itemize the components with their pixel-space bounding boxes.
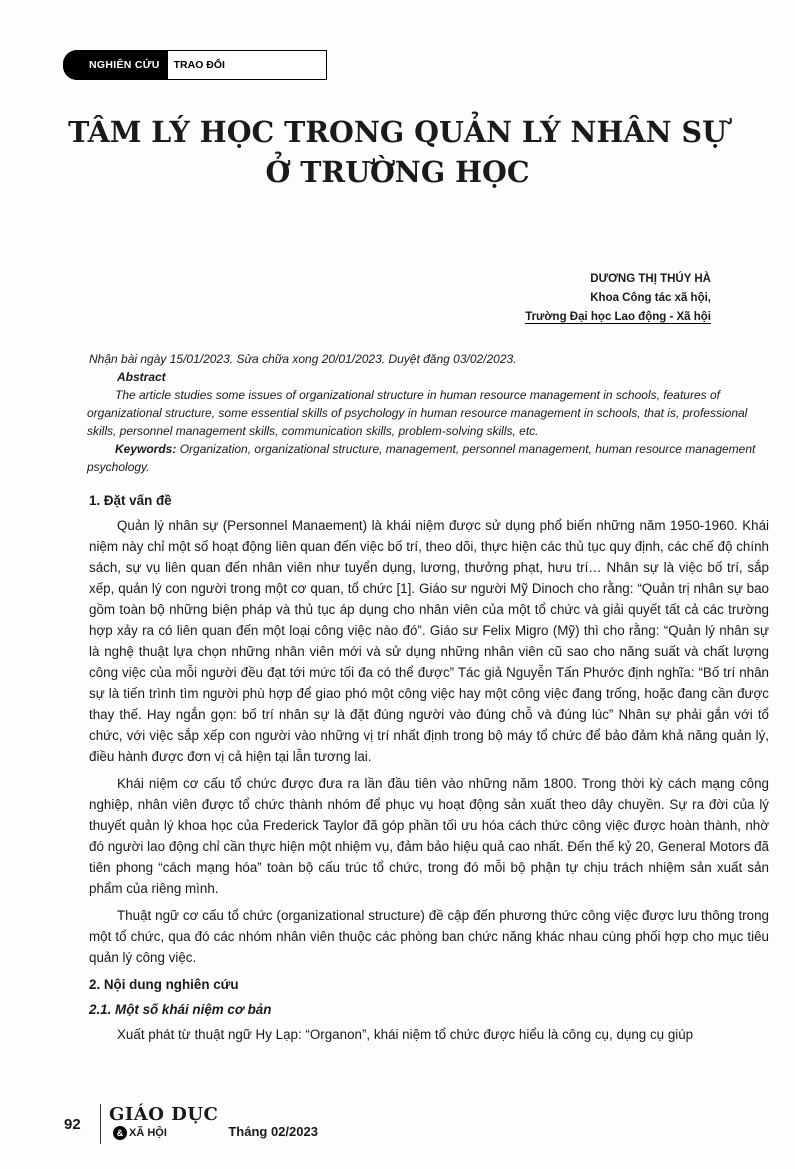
paragraph: Thuật ngữ cơ cấu tổ chức (organizational structure) đề cập đến phương thức công việc được lưu thông trong một tổ chức, qua đó các nhóm nhân viên thuộc các phòng ban chức năng khác nhau cùng phối hợp cho mục tiêu quản lý công việc. [89,908,769,965]
abstract-block [89,350,769,476]
journal-logo [109,1106,218,1142]
title-line-1: TÂM LÝ HỌC TRONG QUẢN LÝ NHÂN SỰ [68,115,727,149]
author-affiliation-2: Trường Đại học Lao động - Xã hội [525,311,711,323]
article-title [60,112,735,192]
received-dates: Nhận bài ngày 15/01/2023. Sửa chữa xong 20/01/2023. Duyệt đăng 03/02/2023. [89,352,517,366]
heading-section-1: 1. Đặt vấn đề [89,493,172,508]
heading-section-2-1: 2.1. Một số khái niệm cơ bản [89,1002,272,1017]
page-footer [64,1104,318,1144]
paragraph: Xuất phát từ thuật ngữ Hy Lạp: “Organon”, khái niệm tổ chức được hiểu là công cụ, dụng cụ giúp [117,1027,694,1042]
journal-name-line-2 [113,1124,218,1142]
paragraph: Quản lý nhân sự (Personnel Manaement) là khái niệm được sử dụng phổ biến những năm 1950-1960. Khái niệm này chỉ một số hoạt động liên quan đến việc bố trí, theo dõi, thực hiện các thủ tục quy định, các chế độ chính sách, sự vụ liên quan đến nhân viên như tuyển dụng, lương, thưởng phạt, hưu trí… Nhân sự là việc bố trí, sắp xếp, quản lý con người trong một cơ quan, tổ chức [1]. Giáo sư người Mỹ Dinoch cho rằng: “Quản trị nhân sự bao gồm toàn bộ những biện pháp và thủ tục áp dụng cho nhân viên của một tổ chức và giải quyết tất cả các trường hợp xảy ra có liên quan đến một loại công việc nào đó”. Giáo sư Felix Migro (Mỹ) thì cho rằng: “Quản lý nhân sự là nghệ thuật lựa chọn những nhân viên mới và sử dụng những nhân viên cũ sao cho năng suất và chất lượng công việc của mỗi người đều đạt tới mức tối đa có thể được” Tác giả Nguyễn Tấn Phước định nghĩa: “Bố trí nhân sự là tiến trình tìm người phù hợp để giao phó một công việc hay một công việc đang trống, hoặc đang cần được thay thế. Hay ngắn gọn: bố trí nhân sự là đặt đúng người vào đúng chỗ và đúng lúc” Nhân sự phải gắn với tổ chức, với việc sắp xếp con người vào những vị trí nhất định trong bộ máy tổ chức để bảo đảm khả năng quản lý, điều hành được đơn vị cả hiện tại lẫn tương lai. [89,518,769,764]
author-block [525,270,711,327]
page-number: 92 [64,1115,81,1133]
header-section-label: NGHIÊN CỨU [63,50,168,80]
abstract-title: Abstract [117,370,166,384]
title-line-2: Ở TRƯỜNG HỌC [265,155,530,189]
author-name: DƯƠNG THỊ THÚY HÀ [590,273,711,285]
journal-name-line-2-text: XÃ HỘI [129,1127,167,1139]
journal-name-line-1: GIÁO DỤC [109,1104,219,1125]
header-subsection-label: TRAO ĐỔI [168,50,327,80]
issue-date: Tháng 02/2023 [228,1123,318,1139]
section-header [63,50,327,80]
abstract-body: The article studies some issues of organizational structure in human resource management in schools, features of organizational structure, some essential skills of psychology in human resource management in schools, that is, professional skills, personnel management skills, communication skills, problem-solving skills, etc. [87,388,748,438]
ampersand-icon: & [113,1126,127,1140]
abstract-text [87,386,769,440]
heading-section-2: 2. Nội dung nghiên cứu [89,977,239,992]
keywords [87,440,769,476]
article-body [89,490,769,1051]
footer-divider [100,1104,101,1144]
keywords-text: Organization, organizational structure, management, personnel management, human resource management psychology. [87,442,756,474]
author-affiliation-1: Khoa Công tác xã hội, [590,292,711,304]
paragraph: Khái niệm cơ cấu tổ chức được đưa ra lần đầu tiên vào những năm 1800. Trong thời kỳ cách mạng công nghiệp, nhân viên được tổ chức thành nhóm để phục vụ hoạt động sản xuất theo dây chuyền. Sự ra đời của lý thuyết quản lý khoa học của Frederick Taylor đã góp phần tối ưu hóa cách thức công việc được hoàn thành, nhờ đó người lao động chỉ cần thực hiện một nhiệm vụ, đảm bảo hiệu quả cao nhất. Đến thế kỷ 20, General Motors đã tiên phong “cách mạng hóa” toàn bộ cấu trúc tổ chức, trong đó mỗi bộ phận tự chịu trách nhiệm sản xuất sản phẩm của riêng mình. [89,776,769,896]
keywords-label: Keywords: [115,442,177,456]
